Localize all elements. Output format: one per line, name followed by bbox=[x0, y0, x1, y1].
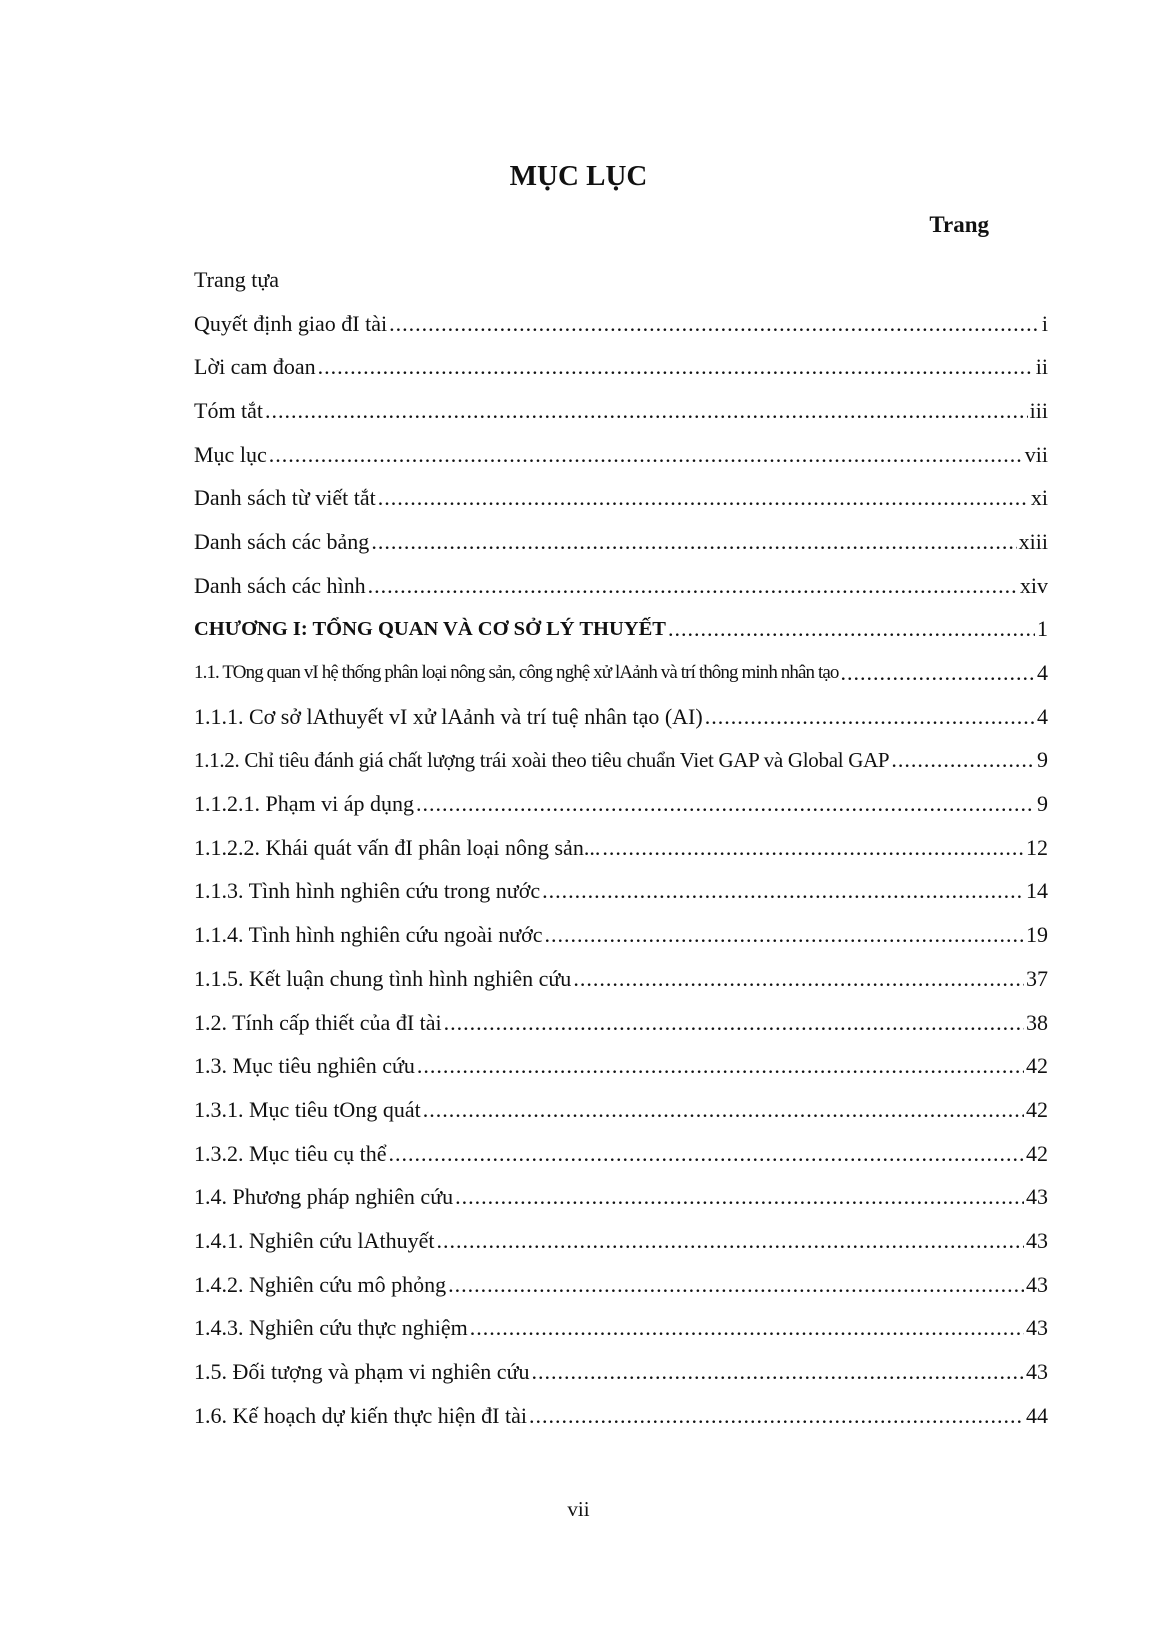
dot-leader bbox=[378, 485, 1029, 511]
toc-entry-label: Lời cam đoan bbox=[194, 354, 316, 380]
toc-entry-label: 1.1. TOng quan vI hệ thống phân loại nông sản, công nghệ xử lAảnh và trí thông minh nhân tạo bbox=[194, 662, 839, 684]
toc-entry-label: Danh sách từ viết tắt bbox=[194, 485, 376, 511]
toc-entry[interactable] bbox=[194, 782, 1048, 826]
toc-entry[interactable] bbox=[194, 826, 1048, 870]
toc-entry[interactable] bbox=[194, 695, 1048, 739]
dot-leader bbox=[545, 922, 1024, 948]
dot-leader bbox=[371, 529, 1016, 555]
toc-entry[interactable] bbox=[194, 520, 1048, 564]
dot-leader bbox=[265, 398, 1028, 424]
toc-entry-page: 38 bbox=[1026, 1009, 1048, 1035]
toc-entry-label: CHƯƠNG I: TỔNG QUAN VÀ CƠ SỞ LÝ THUYẾT bbox=[194, 617, 666, 640]
toc-entry[interactable] bbox=[194, 345, 1048, 389]
page-title: MỤC LỤC bbox=[509, 160, 648, 192]
toc-entry-label: 1.2. Tính cấp thiết của đI tài bbox=[194, 1009, 442, 1035]
toc-entry[interactable] bbox=[194, 389, 1048, 433]
dot-leader bbox=[388, 1141, 1024, 1167]
dot-leader bbox=[532, 1359, 1025, 1385]
toc-entry-page: xiv bbox=[1019, 572, 1048, 598]
dot-leader bbox=[602, 835, 1024, 861]
toc-entry-page: 14 bbox=[1026, 878, 1048, 904]
dot-leader bbox=[891, 747, 1035, 773]
toc-entry-page: 44 bbox=[1026, 1402, 1048, 1428]
dot-leader bbox=[436, 1228, 1024, 1254]
dot-leader bbox=[417, 1053, 1024, 1079]
toc-entry-label: 1.1.3. Tình hình nghiên cứu trong nước bbox=[194, 878, 541, 904]
toc-entry-page: 42 bbox=[1026, 1140, 1048, 1166]
table-of-contents bbox=[194, 258, 1048, 1438]
toc-entry-page: 12 bbox=[1026, 834, 1048, 860]
dot-leader bbox=[705, 704, 1035, 730]
dot-leader bbox=[269, 442, 1023, 468]
toc-entry[interactable] bbox=[194, 1175, 1048, 1219]
toc-entry[interactable] bbox=[194, 433, 1048, 477]
toc-entry-page: xi bbox=[1030, 485, 1048, 511]
toc-entry[interactable] bbox=[194, 1263, 1048, 1307]
toc-entry-label: 1.1.1. Cơ sở lAthuyết vI xử lAảnh và trí tuệ nhân tạo (AI) bbox=[194, 703, 703, 729]
toc-entry-label: 1.3. Mục tiêu nghiên cứu bbox=[194, 1053, 415, 1079]
toc-entry-label: 1.1.2.2. Khái quát vấn đI phân loại nông sản... bbox=[194, 834, 601, 860]
toc-entry-page: 4 bbox=[1037, 660, 1048, 686]
toc-entry-page: 4 bbox=[1037, 703, 1048, 729]
dot-leader bbox=[542, 878, 1024, 904]
toc-entry-label: 1.3.2. Mục tiêu cụ thể bbox=[194, 1140, 387, 1166]
toc-entry[interactable] bbox=[194, 1132, 1048, 1176]
toc-entry-page: 42 bbox=[1026, 1053, 1048, 1079]
dot-leader bbox=[416, 791, 1035, 817]
toc-entry[interactable] bbox=[194, 476, 1048, 520]
toc-chapter-entry[interactable] bbox=[194, 608, 1048, 652]
toc-entry-label: 1.1.2.1. Phạm vi áp dụng bbox=[194, 791, 414, 817]
toc-entry-label: 1.4.2. Nghiên cứu mô phỏng bbox=[194, 1271, 447, 1297]
dot-leader bbox=[840, 660, 1035, 686]
toc-entry[interactable] bbox=[194, 1001, 1048, 1045]
toc-entry-label: Mục lục bbox=[194, 441, 267, 467]
dot-leader bbox=[668, 616, 1035, 642]
toc-entry-label: 1.4.1. Nghiên cứu lAthuyết bbox=[194, 1227, 435, 1253]
toc-entry[interactable] bbox=[194, 870, 1048, 914]
toc-entry-page: 9 bbox=[1037, 791, 1048, 817]
toc-entry-label: 1.5. Đối tượng và phạm vi nghiên cứu bbox=[194, 1359, 530, 1385]
toc-entry-page: 43 bbox=[1026, 1315, 1048, 1341]
toc-entry-page: 42 bbox=[1026, 1096, 1048, 1122]
toc-entry-page: i bbox=[1041, 310, 1048, 336]
toc-entry-page: 9 bbox=[1037, 747, 1048, 773]
dot-leader bbox=[444, 1010, 1024, 1036]
toc-entry[interactable] bbox=[194, 258, 1048, 302]
toc-entry[interactable] bbox=[194, 913, 1048, 957]
footer-page-number: vii bbox=[567, 1497, 590, 1521]
dot-leader bbox=[529, 1403, 1024, 1429]
toc-entry-label: Trang tựa bbox=[194, 266, 280, 292]
toc-entry-label: 1.3.1. Mục tiêu tOng quát bbox=[194, 1096, 421, 1122]
dot-leader bbox=[455, 1184, 1024, 1210]
toc-entry[interactable] bbox=[194, 739, 1048, 783]
toc-entry-page: 43 bbox=[1026, 1184, 1048, 1210]
dot-leader bbox=[423, 1097, 1024, 1123]
toc-entry-page: xiii bbox=[1018, 528, 1048, 554]
dot-leader bbox=[573, 966, 1024, 992]
toc-entry-label: 1.1.5. Kết luận chung tình hình nghiên cứu bbox=[194, 965, 572, 991]
toc-entry-page: 19 bbox=[1026, 922, 1048, 948]
toc-entry-label: Danh sách các bảng bbox=[194, 528, 370, 554]
toc-entry-label: 1.4.3. Nghiên cứu thực nghiệm bbox=[194, 1315, 468, 1341]
toc-entry-page: ii bbox=[1035, 354, 1048, 380]
toc-entry[interactable] bbox=[194, 1350, 1048, 1394]
toc-entry[interactable] bbox=[194, 1307, 1048, 1351]
toc-entry[interactable] bbox=[194, 1219, 1048, 1263]
toc-entry-label: Danh sách các hình bbox=[194, 572, 366, 598]
toc-entry-label: Tóm tắt bbox=[194, 397, 264, 423]
toc-entry[interactable] bbox=[194, 302, 1048, 346]
toc-entry-label: 1.6. Kế hoạch dự kiến thực hiện đI tài bbox=[194, 1402, 527, 1428]
toc-entry-label: 1.4. Phương pháp nghiên cứu bbox=[194, 1184, 454, 1210]
toc-entry-page: iii bbox=[1029, 397, 1048, 423]
toc-entry[interactable] bbox=[194, 1088, 1048, 1132]
dot-leader bbox=[448, 1272, 1024, 1298]
toc-entry[interactable] bbox=[194, 1044, 1048, 1088]
toc-entry-page: vii bbox=[1024, 441, 1048, 467]
toc-entry-page: 43 bbox=[1026, 1359, 1048, 1385]
toc-entry-label: 1.1.4. Tình hình nghiên cứu ngoài nước bbox=[194, 922, 543, 948]
toc-entry[interactable] bbox=[194, 957, 1048, 1001]
toc-entry-page: 1 bbox=[1037, 616, 1048, 642]
dot-leader bbox=[368, 573, 1018, 599]
toc-entry[interactable] bbox=[194, 1394, 1048, 1438]
toc-entry-label: Quyết định giao đI tài bbox=[194, 310, 388, 336]
dot-leader bbox=[318, 354, 1034, 380]
dot-leader bbox=[470, 1315, 1024, 1341]
toc-entry[interactable] bbox=[194, 564, 1048, 608]
toc-entry-label: 1.1.2. Chỉ tiêu đánh giá chất lượng trái xoài theo tiêu chuẩn Viet GAP và Global GAP bbox=[194, 747, 890, 772]
toc-entry[interactable] bbox=[194, 651, 1048, 695]
toc-entry-page: 43 bbox=[1026, 1227, 1048, 1253]
dot-leader bbox=[389, 311, 1040, 337]
toc-entry-page: 43 bbox=[1026, 1271, 1048, 1297]
page-column-header: Trang bbox=[929, 212, 989, 237]
toc-entry-page: 37 bbox=[1026, 965, 1048, 991]
